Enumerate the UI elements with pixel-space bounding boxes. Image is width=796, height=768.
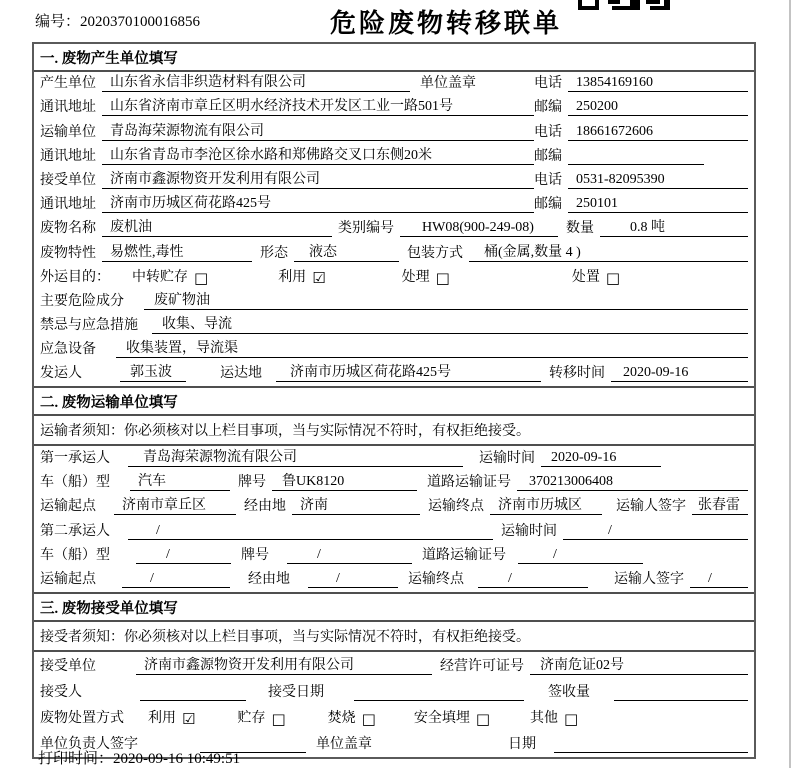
print-time-label: 打印时间： bbox=[38, 751, 114, 767]
waste-traits-value: 易燃性,毒性 bbox=[102, 241, 252, 262]
waste-form-label: 形态 bbox=[260, 245, 288, 261]
waste-pack-label: 包装方式 bbox=[407, 245, 463, 261]
transport-zip-value bbox=[568, 164, 704, 165]
row-disposal-method bbox=[34, 705, 754, 731]
serial-label: 编号： bbox=[35, 14, 81, 30]
receiver-phone-label: 电话 bbox=[534, 172, 562, 188]
receiver-unit-label: 接受单位 bbox=[40, 172, 96, 188]
accept-unit-label: 接受单位 bbox=[40, 658, 96, 674]
purpose-option-use: 利用 bbox=[278, 269, 307, 285]
row-accept-person bbox=[34, 679, 754, 705]
disposal-option-incinerate: 焚烧 bbox=[327, 711, 356, 727]
signed-qty-value bbox=[614, 700, 748, 701]
unit-seal-label: 单位盖章 bbox=[316, 737, 372, 753]
producer-address-label: 通讯地址 bbox=[40, 100, 96, 116]
signed-qty-label: 签收量 bbox=[548, 684, 590, 700]
transporter-notice: 运输者须知：你必须核对以上栏目事项，当与实际情况不符时，有权拒绝接受。 bbox=[34, 416, 754, 446]
route2-via-value: / bbox=[308, 571, 398, 588]
row-route2 bbox=[34, 568, 754, 592]
route1-start-value: 济南市章丘区 bbox=[114, 494, 236, 515]
checkbox-treat: □ bbox=[435, 268, 450, 287]
license-label: 经营许可证号 bbox=[440, 658, 524, 674]
section1-heading: 一. 废物产生单位填写 bbox=[34, 44, 754, 72]
second-carrier-value: / bbox=[128, 523, 493, 540]
producer-zip-label: 邮编 bbox=[534, 100, 562, 116]
row-producer-address bbox=[34, 96, 754, 120]
receiver-phone-value: 0531-82095390 bbox=[568, 172, 748, 189]
route1-via-label: 经由地 bbox=[244, 499, 286, 515]
accept-person-value bbox=[140, 700, 246, 701]
destination-label: 运达地 bbox=[220, 366, 262, 382]
row-emergency-equipment bbox=[34, 338, 754, 362]
plate2-label: 牌号 bbox=[241, 547, 269, 563]
waste-traits-label: 废物特性 bbox=[40, 245, 96, 261]
section3-heading: 三. 废物接受单位填写 bbox=[34, 592, 754, 622]
qr-code-fragment bbox=[578, 0, 670, 10]
producer-value: 山东省永信非织造材料有限公司 bbox=[102, 71, 410, 92]
accept-date-value bbox=[354, 700, 524, 701]
waste-name-label: 废物名称 bbox=[40, 221, 96, 237]
road-cert2-label: 道路运输证号 bbox=[422, 547, 506, 563]
purpose-option-dispose: 处置 bbox=[571, 269, 600, 285]
print-time bbox=[38, 747, 240, 768]
hazard-components-label: 主要危险成分 bbox=[40, 293, 124, 309]
transfer-time-value: 2020-09-16 bbox=[611, 365, 748, 382]
route2-start-value: / bbox=[122, 571, 230, 588]
receiver-unit-value: 济南市鑫源物资开发利用有限公司 bbox=[102, 168, 534, 189]
waste-form-value: 液态 bbox=[294, 241, 399, 262]
first-carrier-value: 青岛海荣源物流有限公司 bbox=[128, 446, 463, 467]
page-edge-line bbox=[789, 0, 791, 768]
producer-zip-value: 250200 bbox=[568, 99, 748, 116]
row-hazard-components bbox=[34, 290, 754, 314]
producer-phone-value: 13854169160 bbox=[568, 75, 748, 92]
waste-category-value: HW08(900-249-08) bbox=[400, 220, 558, 237]
transport-phone-value: 18661672606 bbox=[568, 124, 748, 141]
row-second-carrier bbox=[34, 519, 754, 543]
route1-end-value: 济南市历城区 bbox=[490, 494, 602, 515]
plate1-value: 鲁UK8120 bbox=[272, 470, 417, 491]
receiver-address-label: 通讯地址 bbox=[40, 197, 96, 213]
shipper-label: 发运人 bbox=[40, 366, 82, 382]
row-waste-traits bbox=[34, 241, 754, 265]
route1-start-label: 运输起点 bbox=[40, 499, 96, 515]
route2-sign-label: 运输人签字 bbox=[614, 572, 684, 588]
emergency-equipment-value: 收集装置，导流渠 bbox=[116, 337, 748, 358]
vehicle1-type-value: 汽车 bbox=[130, 470, 230, 491]
disposal-option-landfill: 安全填埋 bbox=[413, 711, 470, 727]
checkbox-use: ☑ bbox=[312, 268, 326, 287]
form-title: 危险废物转移联单 bbox=[330, 9, 563, 38]
checkbox-disposal-incinerate: □ bbox=[361, 710, 376, 729]
transport-time1-label: 运输时间 bbox=[479, 450, 535, 466]
transport-time2-label: 运输时间 bbox=[501, 523, 557, 539]
route2-via-label: 经由地 bbox=[248, 572, 290, 588]
serial-value: 2020370100016856 bbox=[80, 14, 201, 30]
second-carrier-label: 第二承运人 bbox=[40, 523, 110, 539]
accept-person-label: 接受人 bbox=[40, 684, 82, 700]
route2-sign-value: / bbox=[690, 571, 748, 588]
plate2-value: / bbox=[287, 547, 412, 564]
producer-seal-label: 单位盖章 bbox=[420, 76, 476, 92]
row-vehicle2 bbox=[34, 544, 754, 568]
shipper-value: 郭玉波 bbox=[120, 361, 186, 382]
row-accept-unit bbox=[34, 652, 754, 678]
receiver-address-value: 济南市历城区荷花路425号 bbox=[102, 192, 534, 213]
destination-value: 济南市历城区荷花路425号 bbox=[276, 361, 541, 382]
row-transport-address bbox=[34, 145, 754, 169]
transport-address-value: 山东省青岛市李沧区徐水路和郑佛路交叉口东侧20米 bbox=[102, 144, 534, 165]
producer-phone-label: 电话 bbox=[534, 76, 562, 92]
emergency-measures-label: 禁忌与应急措施 bbox=[40, 318, 138, 334]
waste-category-label: 类别编号 bbox=[338, 221, 394, 237]
checkbox-disposal-other: □ bbox=[564, 710, 579, 729]
row-producer bbox=[34, 72, 754, 96]
disposal-option-store: 贮存 bbox=[237, 711, 266, 727]
checkbox-dispose: □ bbox=[605, 268, 621, 287]
sign-date-value bbox=[554, 752, 748, 753]
row-receiver-address bbox=[34, 193, 754, 217]
hazard-components-value: 废矿物油 bbox=[144, 289, 748, 310]
checkbox-transfer-storage: □ bbox=[194, 268, 209, 287]
vehicle1-type-label: 车（船）型 bbox=[40, 475, 110, 491]
disposal-option-use: 利用 bbox=[148, 711, 176, 727]
sign-date-label: 日期 bbox=[508, 737, 536, 753]
purpose-option-treat: 处理 bbox=[401, 269, 430, 285]
checkbox-disposal-landfill: □ bbox=[475, 710, 491, 729]
serial-number bbox=[35, 10, 200, 31]
transport-time1-value: 2020-09-16 bbox=[541, 450, 661, 467]
waste-qty-value: 0.8 吨 bbox=[600, 216, 748, 237]
transfer-time-label: 转移时间 bbox=[549, 366, 605, 382]
responsible-sign-label: 单位负责人签字 bbox=[40, 737, 138, 753]
route1-end-label: 运输终点 bbox=[428, 499, 484, 515]
row-vehicle1 bbox=[34, 471, 754, 495]
road-cert2-value: / bbox=[518, 547, 643, 564]
purpose-option-storage: 中转贮存 bbox=[132, 269, 188, 285]
row-purpose bbox=[34, 266, 754, 290]
row-shipper bbox=[34, 362, 754, 386]
row-waste-name bbox=[34, 217, 754, 241]
route2-end-value: / bbox=[478, 571, 588, 588]
print-time-value: 2020-09-16 10:49:51 bbox=[113, 751, 241, 767]
form-table bbox=[32, 42, 756, 759]
waste-pack-value: 桶(金属,数量 4 ) bbox=[469, 241, 748, 262]
transport-phone-label: 电话 bbox=[534, 124, 562, 140]
row-receiver-unit bbox=[34, 169, 754, 193]
purpose-label: 外运目的： bbox=[40, 269, 110, 285]
transport-time2-value: / bbox=[563, 523, 748, 540]
route1-sign-value: 张春雷 bbox=[692, 494, 748, 515]
checkbox-disposal-store: □ bbox=[271, 710, 286, 729]
section2-heading: 二. 废物运输单位填写 bbox=[34, 386, 754, 416]
plate1-label: 牌号 bbox=[238, 475, 266, 491]
receiver-zip-value: 250101 bbox=[568, 196, 748, 213]
disposal-method-label: 废物处置方式 bbox=[40, 711, 124, 727]
emergency-equipment-label: 应急设备 bbox=[40, 342, 96, 358]
route2-end-label: 运输终点 bbox=[408, 572, 464, 588]
row-transport-unit bbox=[34, 120, 754, 144]
first-carrier-label: 第一承运人 bbox=[40, 450, 110, 466]
transport-unit-value: 青岛海荣源物流有限公司 bbox=[102, 120, 534, 141]
disposal-option-other: 其他 bbox=[530, 711, 559, 727]
receiver-zip-label: 邮编 bbox=[534, 197, 562, 213]
row-first-carrier bbox=[34, 446, 754, 470]
transport-unit-label: 运输单位 bbox=[40, 124, 96, 140]
transport-address-label: 通讯地址 bbox=[40, 148, 96, 164]
waste-qty-label: 数量 bbox=[566, 221, 594, 237]
receiver-notice: 接受者须知：你必须核对以上栏目事项，当与实际情况不符时，有权拒绝接受。 bbox=[34, 622, 754, 652]
row-emergency-measures bbox=[34, 314, 754, 338]
accept-unit-value: 济南市鑫源物资开发利用有限公司 bbox=[136, 654, 432, 675]
vehicle2-type-value: / bbox=[136, 547, 231, 564]
producer-address-value: 山东省济南市章丘区明水经济技术开发区工业一路501号 bbox=[102, 95, 534, 116]
checkbox-disposal-use: ☑ bbox=[182, 710, 196, 729]
waste-name-value: 废机油 bbox=[102, 216, 332, 237]
route1-sign-label: 运输人签字 bbox=[616, 499, 686, 515]
row-route1 bbox=[34, 495, 754, 519]
producer-label: 产生单位 bbox=[40, 76, 96, 92]
road-cert1-value: 370213006408 bbox=[517, 474, 748, 491]
route2-start-label: 运输起点 bbox=[40, 572, 96, 588]
emergency-measures-value: 收集、导流 bbox=[152, 313, 748, 334]
road-cert1-label: 道路运输证号 bbox=[427, 475, 511, 491]
route1-via-value: 济南 bbox=[292, 494, 420, 515]
vehicle2-type-label: 车（船）型 bbox=[40, 547, 110, 563]
transport-zip-label: 邮编 bbox=[534, 148, 562, 164]
accept-date-label: 接受日期 bbox=[268, 684, 324, 700]
license-value: 济南危证02号 bbox=[530, 654, 748, 675]
